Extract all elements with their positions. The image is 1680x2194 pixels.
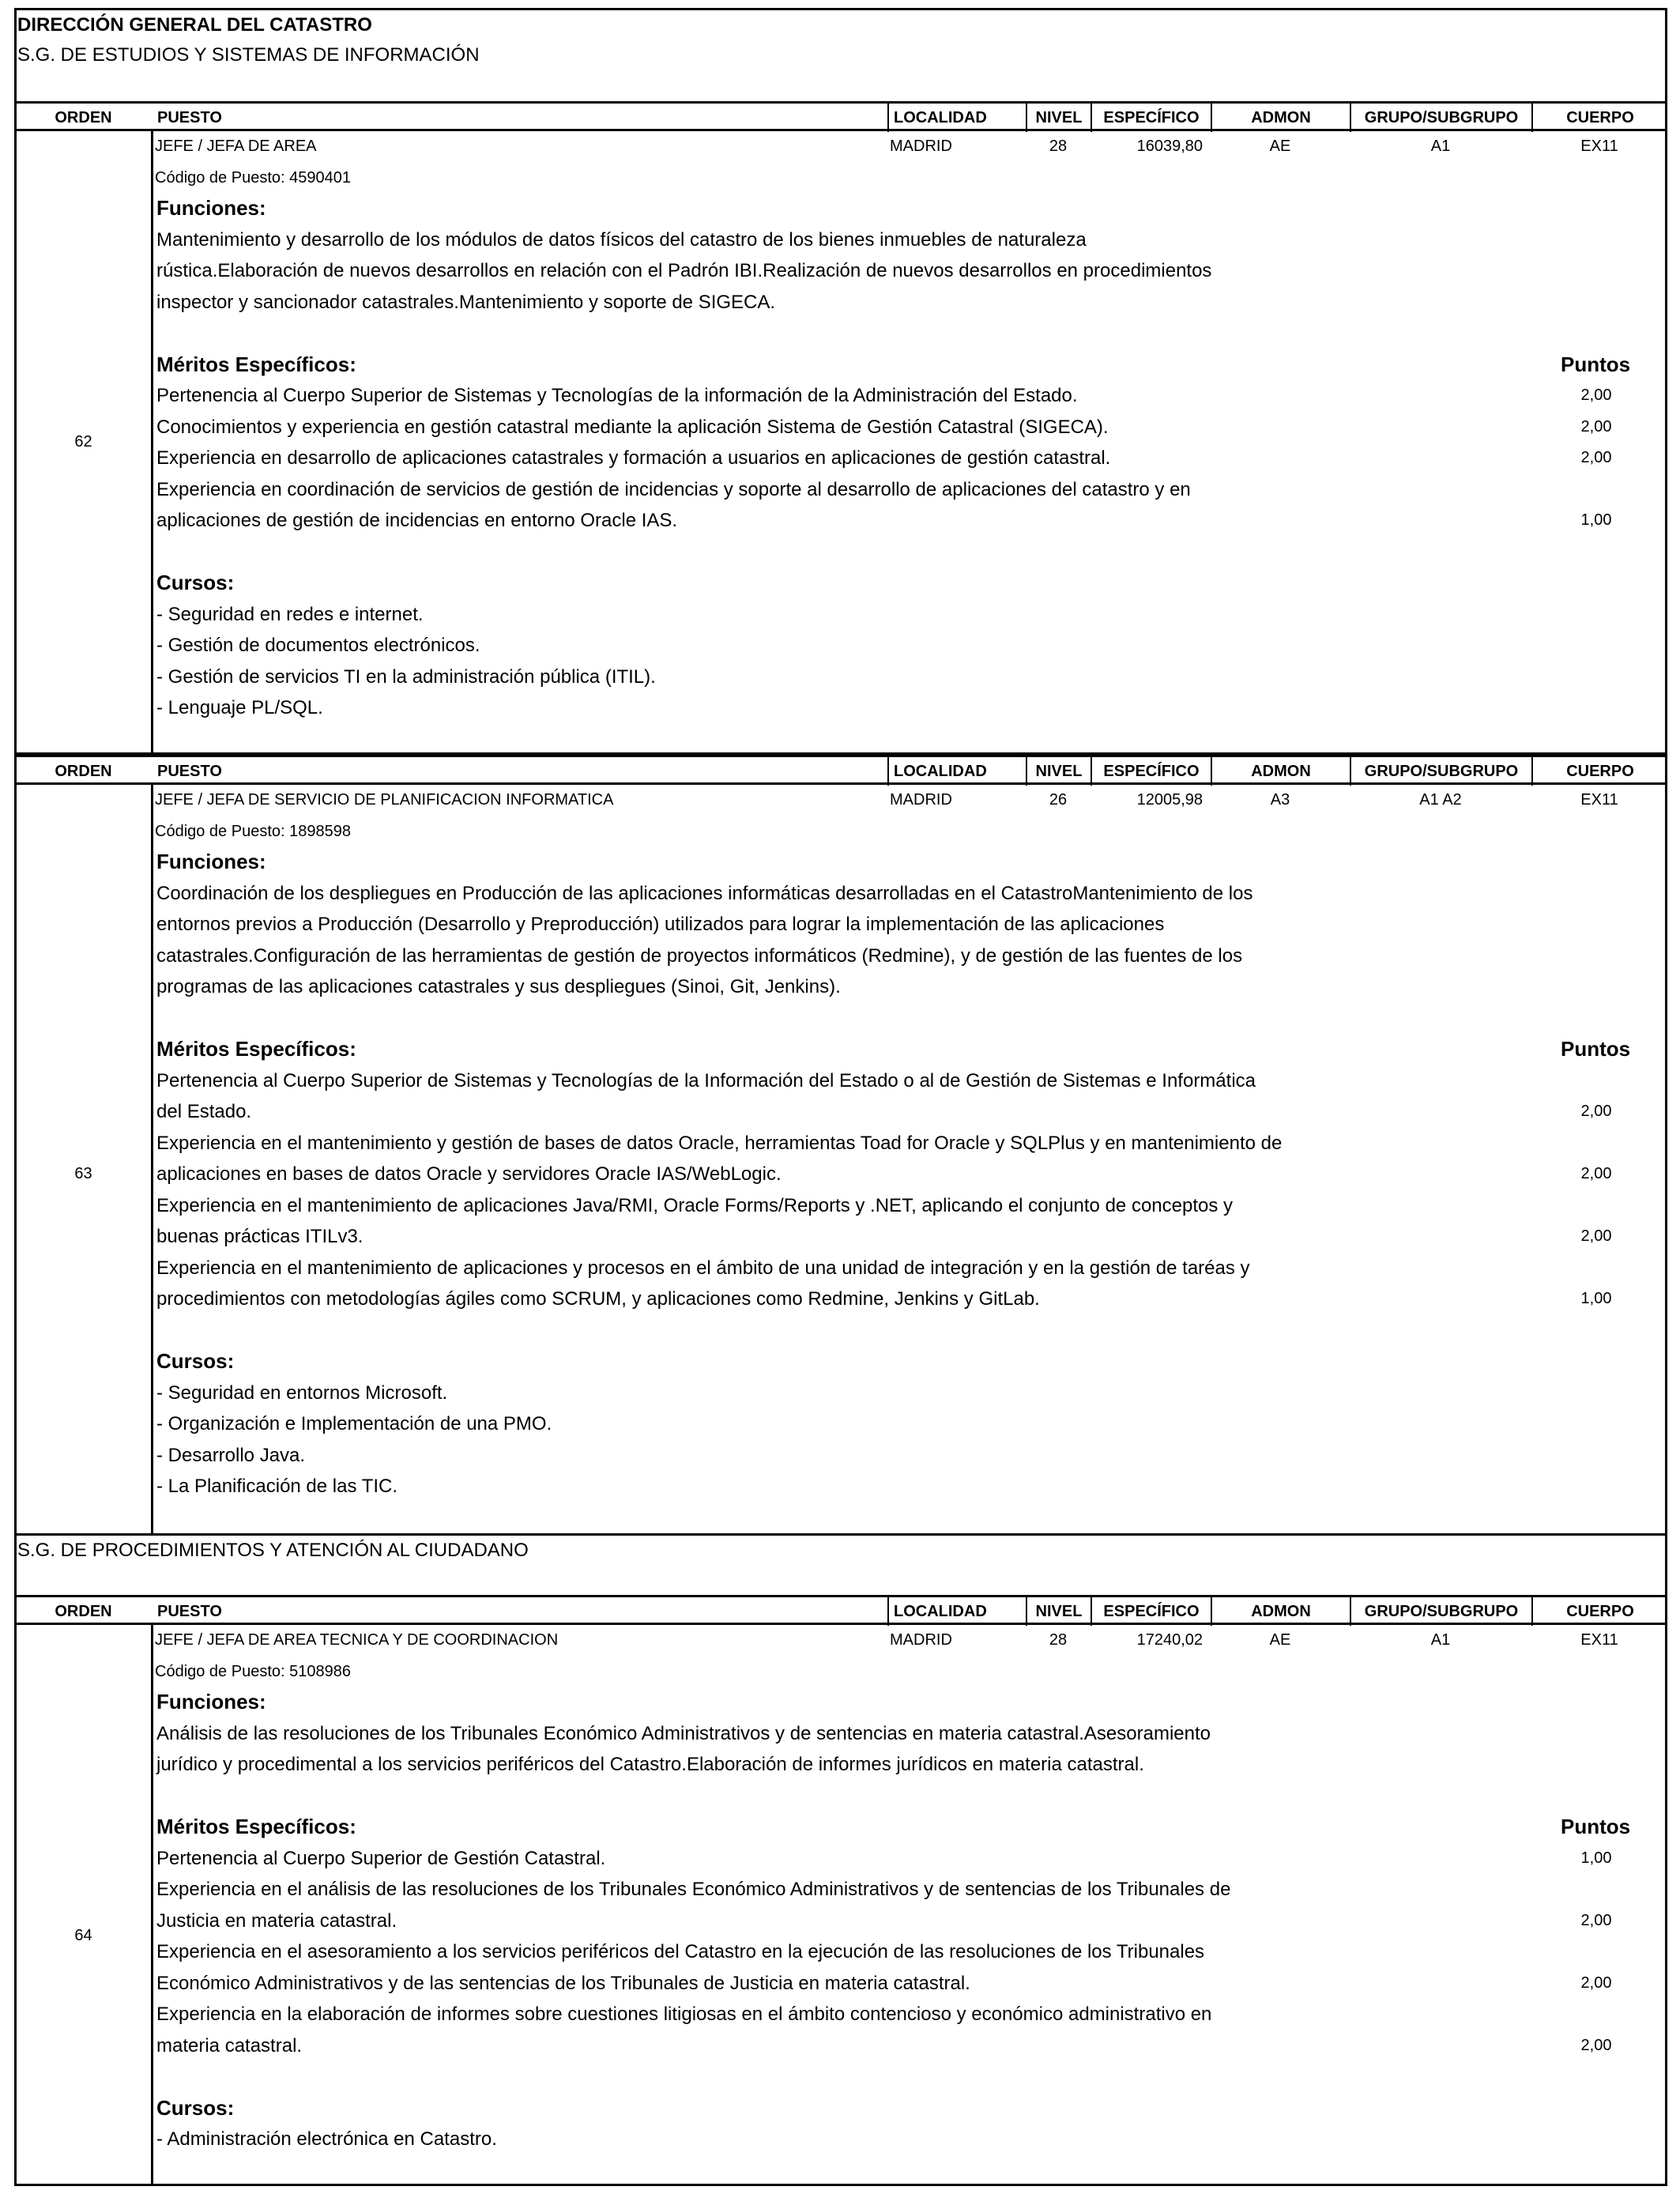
position-puesto: JEFE / JEFA DE AREA TECNICA Y DE COORDINACION: [155, 1631, 559, 1649]
column-divider: [151, 1623, 153, 2186]
cursos-heading: Cursos:: [156, 571, 235, 594]
column-header-grupo: GRUPO/SUBGRUPO: [1350, 104, 1531, 132]
merito-points: 2,00: [1580, 1165, 1612, 1182]
merito-line: procedimientos con metodologías ágiles como SCRUM, y aplicaciones como Redmine, Jenkins y GitLab.: [156, 1288, 1040, 1310]
position-localidad: MADRID: [890, 791, 952, 809]
funciones-line: Mantenimiento y desarrollo de los módulos de datos físicos del catastro de los bienes inmuebles de naturaleza: [156, 228, 1087, 251]
column-header-admon: ADMON: [1211, 1597, 1350, 1626]
curso-item: - Gestión de documentos electrónicos.: [156, 635, 480, 656]
merito-line: aplicaciones en bases de datos Oracle y servidores Oracle IAS/WebLogic.: [156, 1163, 782, 1185]
merito-line: Experiencia en el mantenimiento y gestión de bases de datos Oracle, herramientas Toad for Oracle y SQLPlus y en mantenimiento de: [156, 1132, 1283, 1154]
orden-number: 62: [74, 433, 92, 450]
merito-points: 2,00: [1580, 1973, 1612, 1992]
column-header-cuerpo: CUERPO: [1531, 1597, 1667, 1626]
position-code: Código de Puesto: 4590401: [155, 169, 351, 187]
merito-line: Experiencia en el análisis de las resoluciones de los Tribunales Económico Administrativos y de sentencias de los Tribunales de: [156, 1879, 1231, 1900]
funciones-line: inspector y sancionador catastrales.Mantenimiento y soporte de SIGECA.: [156, 291, 776, 313]
column-header-localidad: LOCALIDAD: [887, 757, 1026, 786]
curso-item: - Seguridad en redes e internet.: [156, 603, 424, 625]
column-header-grupo: GRUPO/SUBGRUPO: [1350, 757, 1531, 786]
column-header-orden: ORDEN: [55, 1603, 112, 1620]
merito-points: 1,00: [1580, 1290, 1612, 1307]
column-header-cuerpo: CUERPO: [1531, 104, 1667, 132]
merito-line: Económico Administrativos y de las sentencias de los Tribunales de Justicia en materia catastral.: [156, 1972, 970, 1994]
position-nivel: 26: [1049, 791, 1068, 809]
position-cuerpo: EX11: [1580, 138, 1618, 155]
merito-points: 2,00: [1580, 2036, 1612, 2054]
column-header-especifico: ESPECÍFICO: [1090, 1597, 1211, 1626]
column-header-puesto: PUESTO: [157, 1603, 222, 1620]
funciones-line: Coordinación de los despliegues en Producción de las aplicaciones informáticas desarrolladas en el CatastroMantenimiento de los: [156, 882, 1253, 904]
position-especifico: 16039,80: [1136, 138, 1203, 155]
subdirectorate-title: S.G. DE ESTUDIOS Y SISTEMAS DE INFORMACIÓN: [17, 44, 480, 66]
position-grupo: A1 A2: [1419, 791, 1462, 809]
merito-points: 1,00: [1580, 511, 1612, 529]
position-admon: AE: [1269, 1631, 1291, 1649]
meritos-heading: Méritos Específicos:: [156, 1037, 356, 1061]
position-nivel: 28: [1049, 1631, 1068, 1649]
position-especifico: 17240,02: [1136, 1631, 1203, 1649]
puntos-heading: Puntos: [1561, 1037, 1631, 1061]
curso-item: - Seguridad en entornos Microsoft.: [156, 1382, 448, 1404]
column-header-grupo: GRUPO/SUBGRUPO: [1350, 1597, 1531, 1626]
merito-line: Experiencia en la elaboración de informes sobre cuestiones litigiosas en el ámbito contencioso y económico administrativo en: [156, 2004, 1212, 2025]
merito-line: Justicia en materia catastral.: [156, 1909, 397, 1932]
curso-item: - Desarrollo Java.: [156, 1444, 306, 1466]
merito-line: Experiencia en desarrollo de aplicaciones catastrales y formación a usuarios en aplicaciones de gestión catastral.: [156, 447, 1111, 469]
orden-number: 64: [74, 1927, 92, 1944]
merito-points: 2,00: [1580, 449, 1612, 466]
position-cuerpo: EX11: [1580, 791, 1618, 809]
position-cuerpo: EX11: [1580, 1631, 1618, 1649]
curso-item: - Lenguaje PL/SQL.: [156, 697, 323, 718]
meritos-heading: Méritos Específicos:: [156, 352, 356, 376]
column-header-admon: ADMON: [1211, 757, 1350, 786]
section-divider: [14, 1533, 1667, 1536]
column-header-orden: ORDEN: [55, 109, 112, 126]
cursos-heading: Cursos:: [156, 1349, 235, 1373]
funciones-line: programas de las aplicaciones catastrales y sus despliegues (Sinoi, Git, Jenkins).: [156, 976, 841, 997]
orden-number: 63: [74, 1164, 92, 1182]
merito-line: Experiencia en el asesoramiento a los servicios periféricos del Catastro en la ejecución de las resoluciones de los Tribunales: [156, 1941, 1205, 1962]
document-title: DIRECCIÓN GENERAL DEL CATASTRO: [17, 14, 372, 36]
merito-line: Experiencia en el mantenimiento de aplicaciones Java/RMI, Oracle Forms/Reports y .NET, aplicando el conjunto de conceptos y: [156, 1194, 1234, 1216]
funciones-heading: Funciones:: [156, 850, 266, 873]
funciones-heading: Funciones:: [156, 1690, 266, 1713]
column-header-especifico: ESPECÍFICO: [1090, 757, 1211, 786]
subdirectorate-title: S.G. DE PROCEDIMIENTOS Y ATENCIÓN AL CIUDADANO: [17, 1540, 529, 1561]
column-header-localidad: LOCALIDAD: [887, 104, 1026, 132]
merito-points: 2,00: [1580, 417, 1612, 435]
merito-line: Pertenencia al Cuerpo Superior de Sistemas y Tecnologías de la Información del Estado o al de Gestión de Sistemas e Informática: [156, 1069, 1256, 1091]
merito-points: 1,00: [1580, 1849, 1612, 1867]
table-header-row: [14, 755, 1667, 785]
meritos-heading: Méritos Específicos:: [156, 1815, 356, 1838]
merito-line: Pertenencia al Cuerpo Superior de Sistemas y Tecnologías de la información de la Administración del Estado.: [156, 385, 1078, 406]
position-code: Código de Puesto: 5108986: [155, 1663, 351, 1680]
position-especifico: 12005,98: [1136, 791, 1203, 809]
funciones-heading: Funciones:: [156, 196, 266, 220]
column-header-puesto: PUESTO: [157, 763, 222, 780]
position-puesto: JEFE / JEFA DE SERVICIO DE PLANIFICACION INFORMATICA: [155, 791, 614, 809]
funciones-line: rústica.Elaboración de nuevos desarrollos en relación con el Padrón IBI.Realización de nuevos desarrollos en procedimientos: [156, 260, 1212, 281]
position-grupo: A1: [1430, 1631, 1451, 1649]
merito-line: Experiencia en el mantenimiento de aplicaciones y procesos en el ámbito de una unidad de integración y en la gestión de taréas y: [156, 1257, 1250, 1279]
position-nivel: 28: [1049, 138, 1068, 155]
column-header-cuerpo: CUERPO: [1531, 757, 1667, 786]
column-header-localidad: LOCALIDAD: [887, 1597, 1026, 1626]
funciones-line: jurídico y procedimental a los servicios periféricos del Catastro.Elaboración de informes jurídicos en materia catastral.: [156, 1754, 1144, 1775]
merito-points: 2,00: [1580, 1227, 1612, 1245]
column-header-admon: ADMON: [1211, 104, 1350, 132]
curso-item: - Administración electrónica en Catastro.: [156, 2128, 497, 2150]
funciones-line: entornos previos a Producción (Desarrollo y Preproducción) utilizados para lograr la implementación de las aplicaciones: [156, 914, 1165, 935]
merito-points: 2,00: [1580, 386, 1612, 404]
position-puesto: JEFE / JEFA DE AREA: [155, 138, 317, 155]
curso-item: - Organización e Implementación de una PMO.: [156, 1413, 552, 1434]
table-header-row: [14, 101, 1667, 131]
merito-line: Pertenencia al Cuerpo Superior de Gestión Catastral.: [156, 1847, 606, 1869]
position-localidad: MADRID: [890, 1631, 952, 1649]
merito-points: 2,00: [1580, 1103, 1612, 1120]
puntos-heading: Puntos: [1561, 352, 1631, 376]
curso-item: - La Planificación de las TIC.: [156, 1476, 398, 1497]
column-header-puesto: PUESTO: [157, 109, 222, 126]
merito-line: del Estado.: [156, 1101, 252, 1122]
funciones-line: Análisis de las resoluciones de los Tribunales Económico Administrativos y de sentencias en materia catastral.Asesoramiento: [156, 1722, 1211, 1744]
position-admon: A3: [1270, 791, 1290, 809]
cursos-heading: Cursos:: [156, 2095, 235, 2120]
merito-line: materia catastral.: [156, 2034, 303, 2056]
column-header-nivel: NIVEL: [1026, 1597, 1090, 1626]
merito-line: Conocimientos y experiencia en gestión catastral mediante la aplicación Sistema de Gestión Catastral (SIGECA).: [156, 416, 1109, 438]
merito-line: Experiencia en coordinación de servicios de gestión de incidencias y soporte al desarrollo de aplicaciones del catastro y en: [156, 478, 1191, 500]
position-code: Código de Puesto: 1898598: [155, 823, 351, 840]
curso-item: - Gestión de servicios TI en la administración pública (ITIL).: [156, 665, 656, 688]
position-admon: AE: [1269, 138, 1291, 155]
position-localidad: MADRID: [890, 138, 952, 155]
column-divider: [151, 783, 153, 1533]
funciones-line: catastrales.Configuración de las herramientas de gestión de proyectos informáticos (Redmine), y de gestión de las fuentes de los: [156, 944, 1243, 967]
merito-points: 2,00: [1580, 1911, 1612, 1929]
merito-line: buenas prácticas ITILv3.: [156, 1226, 363, 1247]
table-header-row: [14, 1595, 1667, 1625]
column-header-especifico: ESPECÍFICO: [1090, 104, 1211, 132]
column-header-orden: ORDEN: [55, 763, 112, 780]
column-header-nivel: NIVEL: [1026, 757, 1090, 786]
merito-line: aplicaciones de gestión de incidencias en entorno Oracle IAS.: [156, 510, 678, 531]
puntos-heading: Puntos: [1561, 1815, 1631, 1838]
column-header-nivel: NIVEL: [1026, 104, 1090, 132]
position-grupo: A1: [1430, 138, 1451, 155]
